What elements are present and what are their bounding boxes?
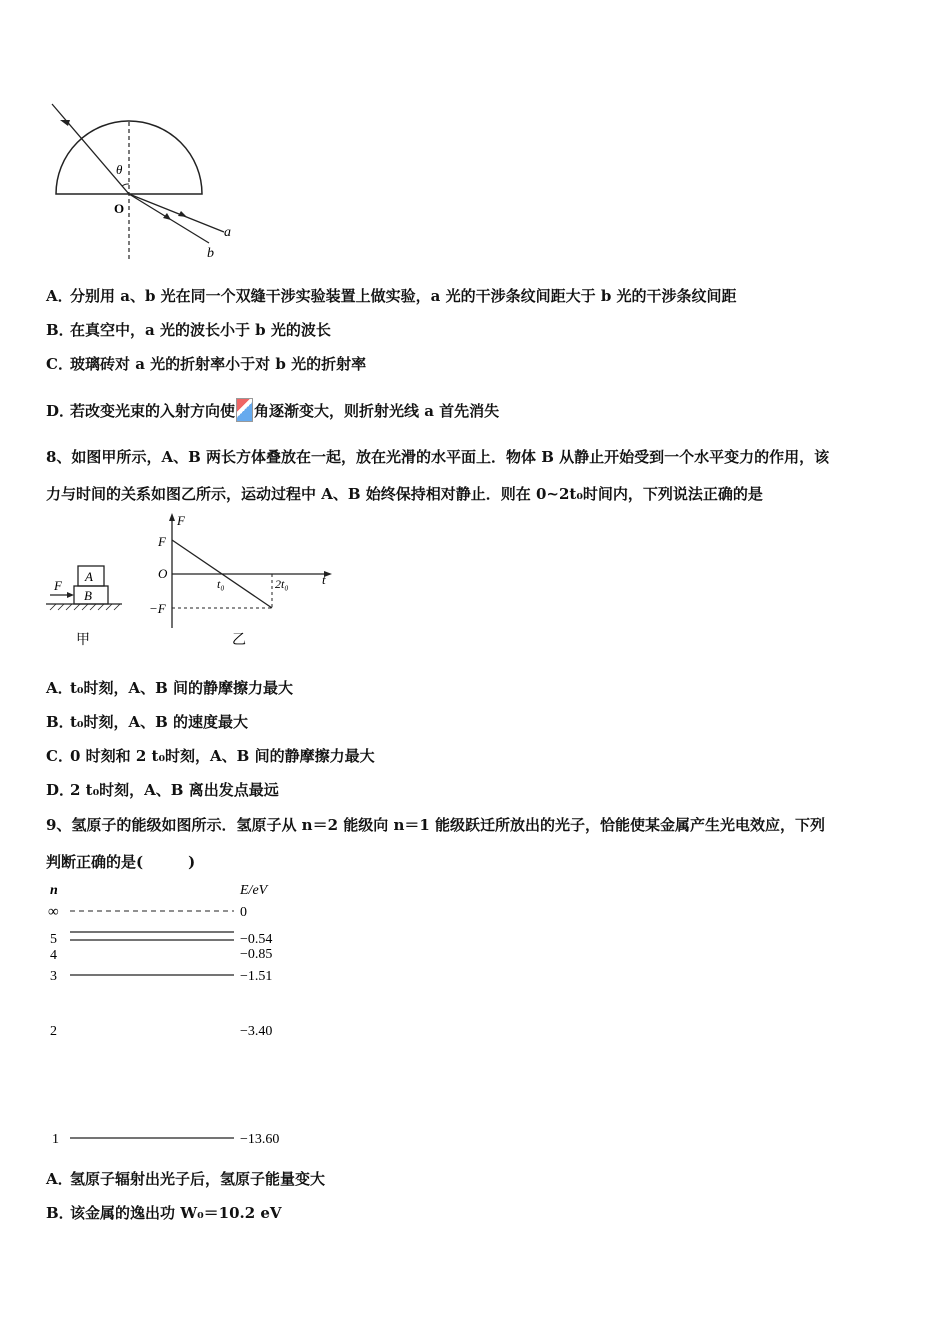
level-e-1: −13.60: [240, 1132, 280, 1147]
q8-stem-line1: 8、如图甲所示，A、B 两长方体叠放在一起，放在光滑的水平面上．物体 B 从静止开始受到一个水平变力的作用，该: [46, 448, 830, 466]
option-label: B．: [46, 1204, 74, 1222]
force-label: F: [54, 578, 62, 593]
level-n-inf: ∞: [48, 904, 59, 920]
option-label: A．: [46, 287, 73, 305]
q9-stem-line2: 判断正确的是( ): [46, 853, 196, 871]
q8-option-d: [46, 780, 279, 800]
q7-option-a: [46, 286, 737, 306]
q8-option-c: [46, 746, 375, 766]
theta-label: θ: [116, 162, 123, 177]
option-label: A．: [46, 679, 73, 697]
option-label: C．: [46, 747, 73, 765]
level-n-5: 5: [50, 932, 57, 947]
option-text: t₀时刻，A、B 的速度最大: [70, 713, 249, 731]
origin-label: O: [158, 566, 168, 581]
option-text: 氢原子辐射出光子后，氢原子能量变大: [70, 1170, 326, 1188]
option-label: D．: [46, 402, 75, 420]
n-header: n: [50, 883, 58, 898]
q9-stem-line1: 9、氢原子的能级如图所示．氢原子从 n＝2 能级向 n＝1 能级跃迁所放出的光子，恰能使某金属产生光电效应，下列: [46, 816, 826, 834]
ray-a-label: a: [224, 225, 231, 240]
option-label: B．: [46, 713, 74, 731]
ground-hatch: [50, 604, 120, 610]
caption-jia: 甲: [76, 633, 90, 648]
q8-option-b: [46, 712, 248, 732]
q8-figure-jia: [44, 560, 129, 652]
level-n-4: 4: [50, 948, 57, 963]
q9-option-a: [46, 1169, 325, 1189]
q7-option-d: [46, 398, 499, 422]
level-n-3: 3: [50, 969, 57, 984]
option-text: 在真空中，a 光的波长小于 b 光的波长: [70, 321, 331, 339]
option-text: t₀时刻，A、B 间的静摩擦力最大: [70, 679, 294, 697]
y-axis-arrow: [169, 513, 175, 521]
option-text: 玻璃砖对 a 光的折射率小于对 b 光的折射率: [70, 355, 367, 373]
q7-semicircle-figure: [44, 100, 244, 265]
block-a-label: A: [85, 569, 93, 584]
level-e-4: −0.85: [240, 947, 273, 962]
broken-image-icon: [236, 398, 253, 422]
q8-figure-yi: [146, 510, 341, 652]
option-text-after: 角逐渐变大，则折射光线 a 首先消失: [254, 402, 500, 420]
option-text: 分别用 a、b 光在同一个双缝干涉实验装置上做实验，a 光的干涉条纹间距大于 b 光的干涉条纹间距: [70, 287, 737, 305]
level-n-2: 2: [50, 1024, 57, 1039]
t0-label: t₀: [217, 577, 225, 591]
q9-energy-level-diagram: [44, 880, 314, 1150]
level-e-2: −3.40: [240, 1024, 273, 1039]
option-text: 0 时刻和 2 t₀时刻，A、B 间的静摩擦力最大: [70, 747, 375, 765]
q7-option-c: [46, 354, 366, 374]
q9-option-b: [46, 1203, 282, 1223]
level-e-3: −1.51: [240, 969, 273, 984]
level-e-inf: 0: [240, 905, 247, 920]
level-n-1: 1: [52, 1132, 59, 1147]
option-label: A．: [46, 1170, 73, 1188]
option-label: D．: [46, 781, 75, 799]
y-neg-label: −F: [149, 601, 166, 616]
block-b-label: B: [84, 588, 92, 603]
e-header: E/eV: [240, 883, 268, 898]
theta-arc: [122, 184, 129, 186]
ray-b-label: b: [207, 246, 214, 261]
q8-option-a: [46, 678, 293, 698]
q7-option-b: [46, 320, 331, 340]
q8-stem-line2: 力与时间的关系如图乙所示，运动过程中 A、B 始终保持相对静止．则在 0~2t₀时间内，下列说法正确的是: [46, 485, 763, 503]
x-axis-label: t: [322, 572, 326, 587]
origin-label: O: [114, 201, 125, 216]
ray-a-arrow: [178, 211, 187, 217]
force-arrow-head: [67, 592, 74, 598]
option-text: 2 t₀时刻，A、B 离出发点最远: [70, 781, 279, 799]
option-label: C．: [46, 355, 73, 373]
ray-a-line: [129, 194, 224, 232]
ray-b-arrow: [163, 213, 171, 220]
y-axis-label: F: [177, 513, 185, 528]
incident-arrow: [60, 120, 70, 126]
option-text: 该金属的逸出功 W₀＝10.2 eV: [70, 1204, 282, 1222]
option-label: B．: [46, 321, 74, 339]
caption-yi: 乙: [232, 633, 246, 648]
y-pos-label: F: [158, 534, 166, 549]
t2-label: 2t₀: [275, 577, 289, 591]
option-text-before: 若改变光束的入射方向使: [70, 402, 236, 420]
level-e-5: −0.54: [240, 932, 273, 947]
incident-ray: [52, 104, 129, 194]
